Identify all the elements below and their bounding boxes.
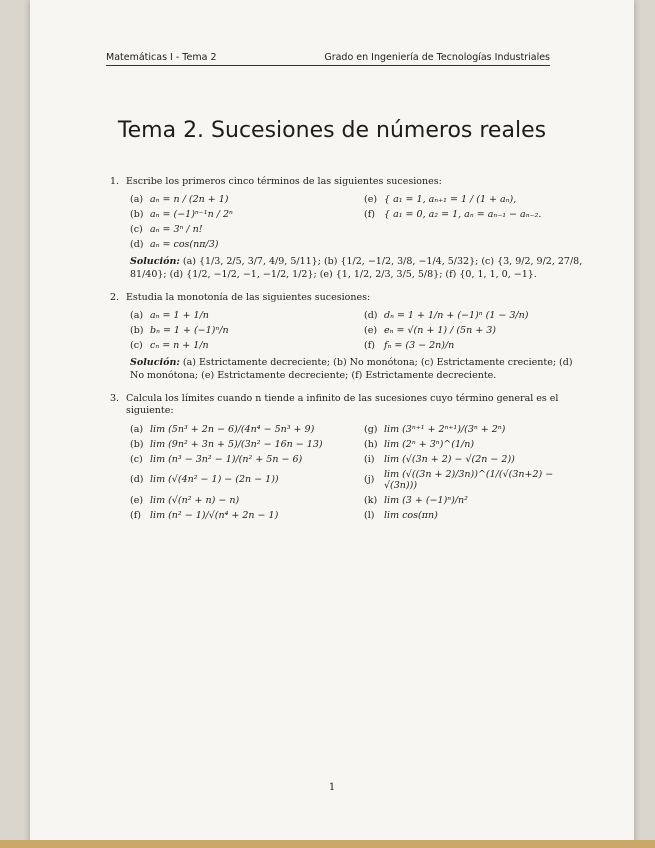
item: [364, 495, 588, 506]
item-expression: lim (2ⁿ + 3ⁿ)^(1/n): [384, 438, 475, 450]
item: [364, 325, 588, 336]
item-expression: lim (n³ − 3n² − 1)/(n² + 5n − 6): [150, 453, 303, 465]
item: [364, 209, 588, 220]
item-expression: aₙ = 3ⁿ / n!: [150, 224, 203, 236]
item-label: (l): [364, 509, 375, 521]
item-label: (d): [130, 239, 144, 251]
item: [364, 340, 588, 351]
item-expression: lim (√(n² + n) − n): [150, 494, 240, 506]
item: [130, 454, 354, 465]
exercise-2: [110, 292, 588, 383]
solution-text: (a) {1/3, 2/5, 3/7, 4/9, 5/11}; (b) {1/2, −1/2, 3/8, −1/4, 5/32}; (c) {3, 9/2, 9/2, 27/8, 81/40}; (d) {1/2, −1/2, −1, −1/2, 1/2}; (e) {1, 1/2, 2/3, 3/5, 5/8}; (f) {0, 1, 1, 0, −1}.: [130, 256, 583, 281]
item-label: (f): [364, 340, 375, 352]
item-label: (c): [130, 453, 143, 465]
item: [130, 194, 354, 205]
exercise-items: [130, 310, 588, 351]
item-expression: aₙ = 1 + 1/n: [150, 310, 209, 322]
item-expression: lim (9n² + 3n + 5)/(3n² − 16n − 13): [150, 438, 323, 450]
item-label: (e): [364, 194, 378, 206]
item-label: (c): [130, 224, 143, 236]
item-expression: cₙ = n + 1/n: [150, 340, 209, 352]
item: [364, 469, 588, 491]
item-label: (i): [364, 453, 375, 465]
item-label: (b): [130, 325, 144, 337]
exercise-statement: Estudia la monotonía de las siguientes sucesiones:: [126, 291, 371, 303]
item: [364, 310, 588, 321]
item: [364, 439, 588, 450]
item: [130, 469, 354, 491]
item: [364, 424, 588, 435]
item-expression: lim (√((3n + 2)/3n))^(1/(√(3n+2) − √(3n))): [384, 468, 554, 491]
item-expression: lim (3ⁿ⁺¹ + 2ⁿ⁺¹)/(3ⁿ + 2ⁿ): [384, 423, 506, 435]
item-expression: dₙ = 1 + 1/n + (−1)ⁿ (1 − 3/n): [384, 310, 529, 322]
item-expression: lim (n² − 1)/√(n⁴ + 2n − 1): [150, 509, 279, 521]
solution-text: (a) Estrictamente decreciente; (b) No monótona; (c) Estrictamente creciente; (d) No monótona; (e) Estrictamente decreciente; (f) Estrictamente decreciente.: [130, 357, 573, 382]
item-expression: fₙ = (3 − 2n)/n: [384, 340, 455, 352]
item-expression: lim (√(3n + 2) − √(2n − 2)): [384, 453, 515, 465]
item: [364, 194, 588, 205]
item: [130, 495, 354, 506]
item-label: (f): [130, 509, 141, 521]
exercise-items: [130, 424, 588, 521]
item-label: (e): [364, 325, 378, 337]
item-label: (f): [364, 209, 375, 221]
item: [364, 239, 588, 250]
item-expression: lim (√(4n² − 1) − (2n − 1)): [150, 474, 279, 486]
item-expression: lim (3 + (−1)ⁿ)/n²: [384, 494, 468, 506]
exercise-3: [110, 393, 588, 521]
exercise-number: 3.: [110, 392, 120, 404]
item-expression: lim cos(πn): [384, 509, 438, 521]
item: [130, 310, 354, 321]
page-header: [106, 52, 550, 66]
exercise-number: 1.: [110, 176, 120, 187]
item-label: (b): [130, 209, 144, 221]
item-label: (a): [130, 310, 144, 322]
item-label: (k): [364, 494, 378, 506]
item-label: (c): [130, 340, 143, 352]
item-expression: bₙ = 1 + (−1)ⁿ/n: [150, 325, 229, 337]
item: [364, 510, 588, 521]
exercise-1: [110, 176, 588, 282]
item-expression: lim (5n³ + 2n − 6)/(4n⁴ − 5n³ + 9): [150, 423, 315, 435]
item: [130, 325, 354, 336]
item-expression: aₙ = (−1)ⁿ⁻¹n / 2ⁿ: [150, 209, 233, 221]
exercise-list: [110, 176, 588, 531]
header-course: Matemáticas I - Tema 2: [106, 52, 217, 63]
item-label: (d): [130, 474, 144, 486]
page-number: 1: [328, 782, 336, 793]
item: [130, 340, 354, 351]
item: [130, 239, 354, 250]
item: [364, 224, 588, 235]
item-label: (e): [130, 494, 144, 506]
exercise-solution: [130, 357, 588, 383]
item-label: (g): [364, 423, 378, 435]
exercise-number: 2.: [110, 291, 120, 303]
item-label: (a): [130, 423, 144, 435]
item-label: (a): [130, 194, 144, 206]
exercise-statement: Calcula los límites cuando n tiende a infinito de las sucesiones cuyo término general es el siguiente:: [126, 392, 559, 417]
exercise-items: [130, 194, 588, 250]
item-expression: aₙ = n / (2n + 1): [150, 194, 229, 206]
item-expression: aₙ = cos(nπ/3): [150, 239, 219, 251]
item-expression: eₙ = √(n + 1) / (5n + 3): [384, 325, 496, 337]
item: [130, 209, 354, 220]
item-expression: { a₁ = 1, aₙ₊₁ = 1 / (1 + aₙ),: [384, 194, 517, 206]
item-label: (j): [364, 474, 375, 486]
item: [130, 439, 354, 450]
item: [130, 224, 354, 235]
desk-surface: [0, 840, 655, 848]
item: [130, 510, 354, 521]
item-label: (h): [364, 438, 378, 450]
header-degree: Grado en Ingeniería de Tecnologías Industriales: [324, 52, 550, 63]
item-label: (b): [130, 438, 144, 450]
page-title: Tema 2. Sucesiones de números reales: [117, 118, 547, 143]
item: [364, 454, 588, 465]
exercise-solution: [130, 256, 588, 282]
item: [130, 424, 354, 435]
solution-label: Solución:: [130, 256, 180, 268]
document-page: [30, 0, 634, 848]
item-label: (d): [364, 310, 378, 322]
item-expression: { a₁ = 0, a₂ = 1, aₙ = aₙ₋₁ − aₙ₋₂.: [384, 209, 542, 221]
exercise-statement: Escribe los primeros cinco términos de las siguientes sucesiones:: [126, 176, 442, 187]
solution-label: Solución:: [130, 357, 180, 369]
